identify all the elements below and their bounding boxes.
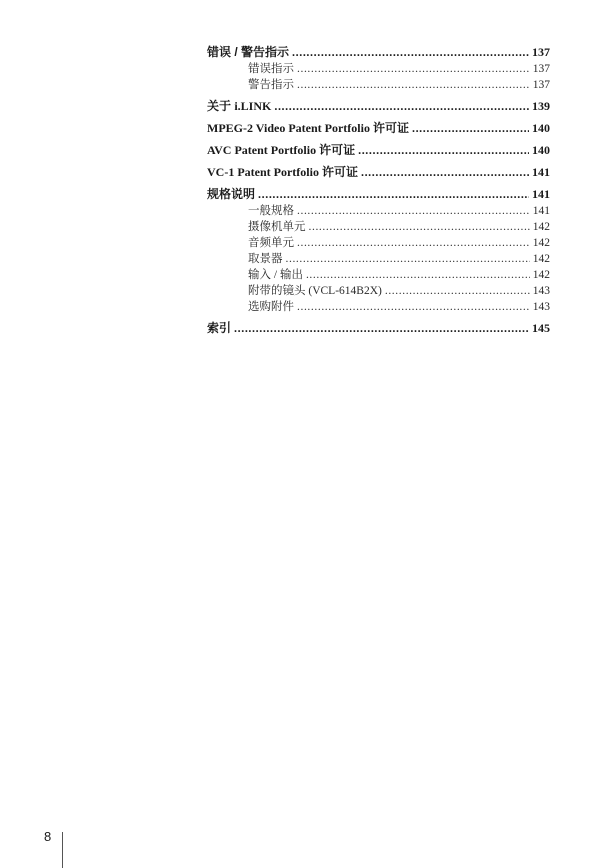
toc-entry-page: 140 [532,121,550,135]
toc-entry-page: 141 [532,165,550,179]
toc-entry-name: MPEG-2 Video Patent Portfolio [207,121,373,135]
toc-subentry-page: 137 [532,63,550,75]
dot-leader [297,77,530,93]
toc-entry-prefix: 关于 [207,99,235,113]
page-number: 8 [44,829,52,844]
dot-leader [297,203,530,219]
toc-subentry-label: 输入 / 输出 [248,269,303,281]
toc-entry-label [207,98,271,115]
toc-subentry-label: 一般规格 [248,205,294,217]
toc-entry-page: 137 [532,45,550,59]
toc-entry-mpeg2-license[interactable] [207,120,550,137]
toc-subentry-label: 错误指示 [248,63,294,75]
toc-subentry-label: 选购附件 [248,301,294,313]
toc-subentry-audio-unit[interactable] [248,235,550,251]
toc-entry-label [207,142,355,159]
toc-subentry-label: 摄像机单元 [248,221,306,233]
toc-entry-suffix: 许可证 [319,143,356,157]
toc-subentry-page: 137 [532,79,550,91]
toc-subentry-label: 音频单元 [248,237,294,249]
toc-subentry-label: 附带的镜头 (VCL-614B2X) [248,285,382,297]
toc-entry-page: 145 [532,321,550,335]
dot-leader [306,267,530,283]
toc-entry-name: AVC Patent Portfolio [207,143,320,157]
dot-leader [258,186,529,203]
toc-subentry-optional-accessories[interactable] [248,299,550,315]
toc-subentry-page: 143 [532,301,550,313]
dot-leader [297,61,530,77]
toc-subentry-general[interactable] [248,203,550,219]
dot-leader [361,164,529,181]
dot-leader [412,120,529,137]
toc-entry-page: 139 [532,99,550,113]
dot-leader [309,219,530,235]
toc-subentry-page: 142 [532,269,550,281]
toc-entry-vc1-license[interactable] [207,164,550,181]
toc-subentry-label: 警告指示 [248,79,294,91]
dot-leader [286,251,530,267]
toc-entry-page: 140 [532,143,550,157]
toc-entry-label [207,120,409,137]
toc-entry-name: VC-1 Patent Portfolio [207,165,322,179]
toc-entry-index[interactable] [207,320,550,337]
dot-leader [297,235,530,251]
toc-entry-specifications[interactable] [207,186,550,203]
toc-entry-label: 索引 [207,321,232,335]
dot-leader [385,283,530,299]
toc-subentry-page: 143 [532,285,550,297]
toc-subentry-input-output[interactable] [248,267,550,283]
toc-subentry-camera-unit[interactable] [248,219,550,235]
toc-entry-suffix: 许可证 [321,165,358,179]
dot-leader [274,98,529,115]
toc-entry-page: 141 [532,187,550,201]
toc-entry-avc-license[interactable] [207,142,550,159]
toc-entry-errors[interactable] [207,44,550,61]
toc-subentry-page: 142 [532,221,550,233]
toc-subentry-supplied-lens[interactable] [248,283,550,299]
toc-entry-ilink[interactable] [207,98,550,115]
footer-divider [62,832,63,868]
toc-entry-name: i.LINK [234,99,272,113]
toc-subentry-error-indicators[interactable] [248,61,550,77]
toc-subentry-page: 141 [532,205,550,217]
table-of-contents [207,44,550,337]
toc-entry-label: 错误 / 警告指示 [207,45,290,59]
toc-subentry-page: 142 [532,253,550,265]
dot-leader [292,44,529,61]
toc-entry-label [207,164,358,181]
dot-leader [297,299,530,315]
dot-leader [234,320,529,337]
dot-leader [358,142,529,159]
toc-entry-label: 规格说明 [207,187,256,201]
toc-entry-suffix: 许可证 [372,121,409,135]
toc-subentry-page: 142 [532,237,550,249]
toc-subentry-viewfinder[interactable] [248,251,550,267]
toc-subentry-warning-indicators[interactable] [248,77,550,93]
toc-subentry-label: 取景器 [248,253,283,265]
